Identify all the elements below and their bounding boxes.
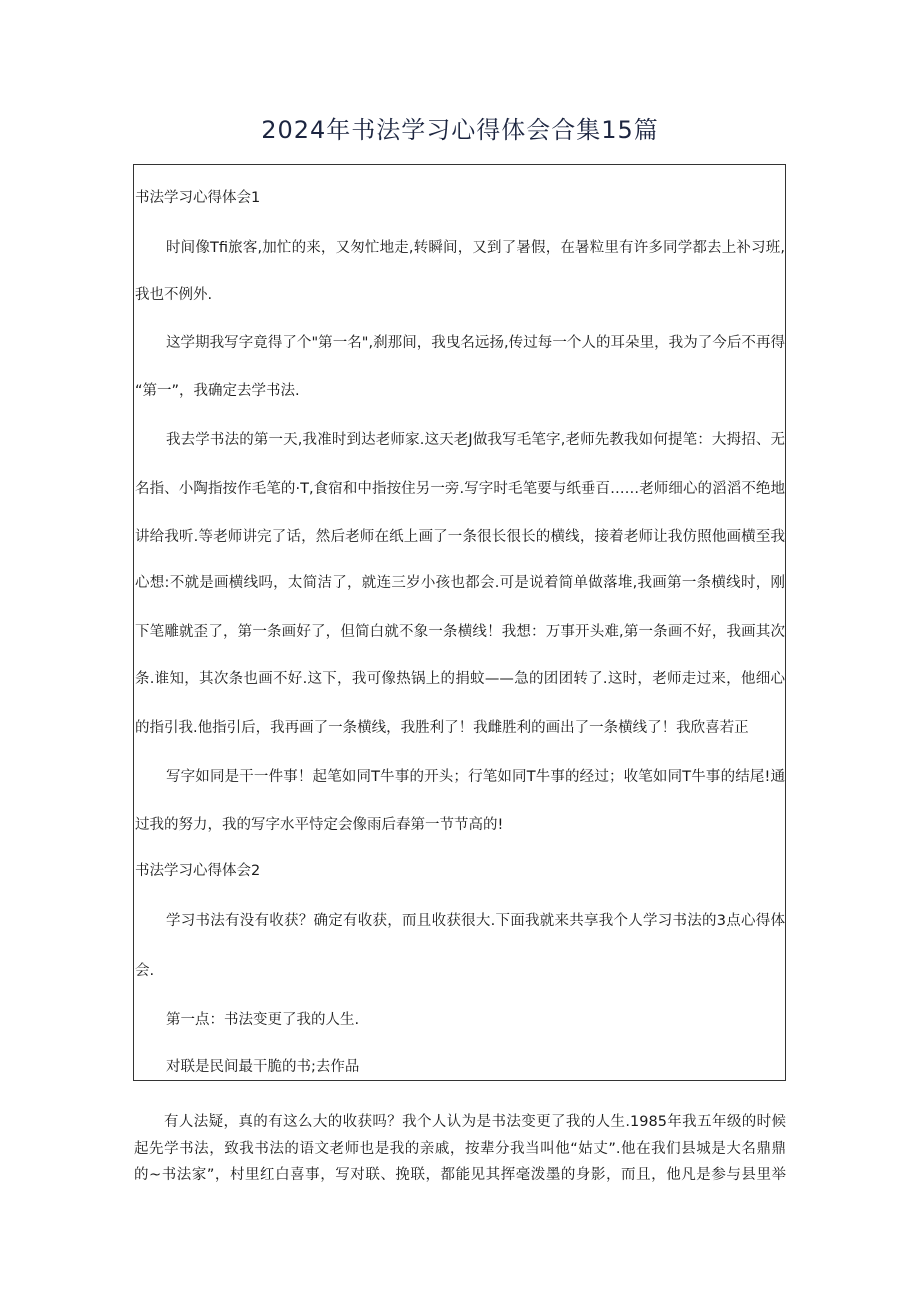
paragraph-line: 有人法疑，真的有这么大的收获吗？我个人认为是书法变更了我的人生.1985年我五年级的时候 — [164, 1114, 786, 1130]
paragraph-line: 的指引我.他指引后，我再画了一条横线，我胜利了！我雌胜利的画出了一条横线了！我欣喜若正 — [135, 720, 749, 736]
paragraph-line: 会. — [135, 963, 155, 979]
page-title: 2024年书法学习心得体会合集15篇 — [261, 116, 659, 144]
paragraph-line: 我去学书法的第一天,我准时到达老师家.这天老J做我写毛笔字,老师先教我如何提笔：大拇招、无 — [166, 432, 785, 448]
paragraph-line: 心想:不就是画横线吗，太简洁了，就连三岁小孩也都会.可是说着简单做落堆,我画第一条横线时，刚 — [135, 575, 785, 591]
paragraph-line: 写字如同是干一件事！起笔如同T牛事的开头；行笔如同T牛事的经过；收笔如同T牛事的结尾!通 — [166, 769, 785, 785]
paragraph-line: 条.谁知，其次条也画不好.这下，我可像热锅上的捐蚊——急的团团转了.这时，老师走过来，他细心 — [135, 671, 785, 687]
paragraph-line: 的~书法家”，村里红白喜事，写对联、挽联，都能见其挥毫泼墨的身影，而且，他凡是参与县里举 — [134, 1167, 786, 1183]
section-heading-1: 书法学习心得体会1 — [135, 190, 261, 206]
paragraph-line: 下笔雕就歪了，第一条画好了，但简白就不象一条横线！我想：万事开头难,第一条画不好，我画其次 — [135, 624, 785, 640]
paragraph-line: “第一”，我确定去学书法. — [135, 383, 300, 399]
paragraph-line: 起先学书法，致我书法的语文老师也是我的亲戚，按辈分我当叫他“姑丈”.他在我们县城是大名鼎鼎 — [134, 1141, 786, 1157]
paragraph-line: 我也不例外. — [135, 287, 213, 303]
paragraph-line: 名指、小陶指按作毛笔的·T,食宿和中指按住另一旁.写字时毛笔要与纸垂百……老师细心的滔滔不绝地 — [135, 481, 785, 497]
paragraph-line: 学习书法有没有收获？确定有收获，而且收获很大.下面我就来共享我个人学习书法的3点心得体 — [166, 913, 785, 929]
paragraph-line: 时间像Tfi旅客,加忙的来，又匆忙地走,转瞬间，又到了暑假，在暑粒里有许多同学都去上补习班, — [166, 240, 785, 256]
paragraph-line: 过我的努力，我的写字水平恃定会像雨后春第一节节高的! — [135, 817, 504, 833]
paragraph-line: 讲给我听.等老师讲完了话，然后老师在纸上画了一条很长很长的横线，接着老师让我仿照他画横至我 — [135, 529, 785, 545]
section-heading-2: 书法学习心得体会2 — [135, 863, 261, 879]
paragraph-line: 这学期我写字竟得了个"第一名",刹那间，我曳名远扬,传过每一个人的耳朵里，我为了今后不再得 — [166, 335, 785, 351]
paragraph-line: 第一点：书法变更了我的人生. — [166, 1012, 360, 1028]
paragraph-line: 对联是民间最干脆的书;去作品 — [166, 1059, 360, 1075]
